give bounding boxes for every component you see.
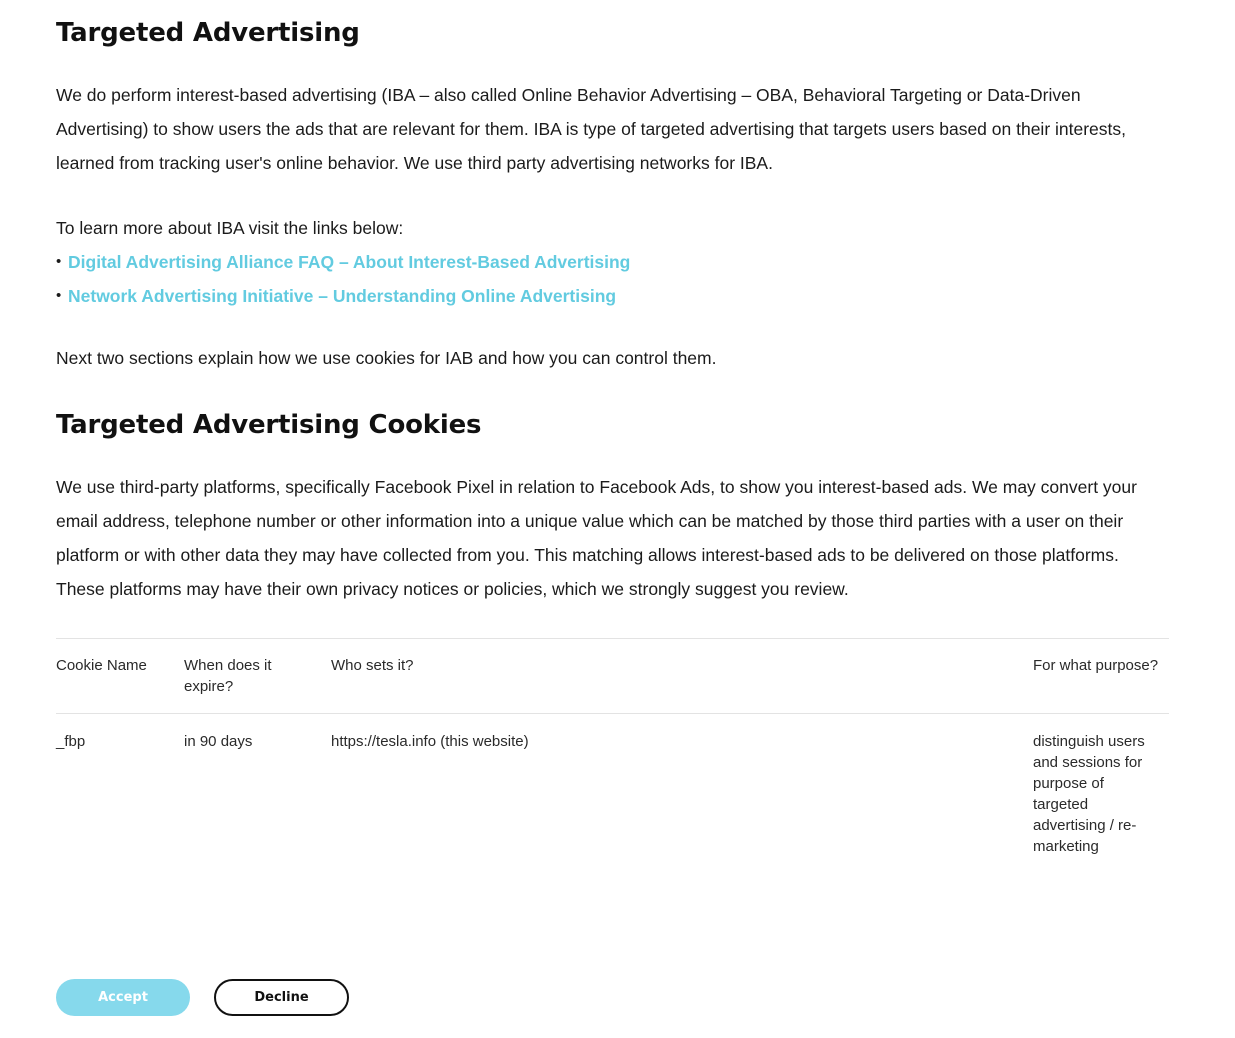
spacer (56, 180, 1179, 211)
cell-cookie-name: _fbp (56, 733, 86, 750)
table-row (56, 714, 1169, 874)
cell-who-sets-it: https://tesla.info (this website) (331, 733, 529, 750)
accept-button[interactable]: Accept (56, 979, 190, 1016)
next-sections-note: Next two sections explain how we use cookies for IAB and how you can control them. (56, 348, 717, 368)
link-dal-faq[interactable]: Digital Advertising Alliance FAQ – About Interest-Based Advertising (68, 252, 631, 272)
column-header-who-sets-it: Who sets it? (331, 657, 414, 674)
spacer (56, 440, 1179, 470)
table-body (56, 714, 1169, 874)
page-title: Targeted Advertising (56, 18, 360, 48)
learn-more-intro: To learn more about IBA visit the links below: (56, 218, 404, 238)
targeted-advertising-paragraph: We do perform interest-based advertising (IBA – also called Online Behavior Advertising – OBA, Behavioral Targeting or Data-Driven Advertising) to show users the ads that are relevant for them. IBA is type of targeted advertising that targets users based on their interests, learned from tracking user's online behavior. We use third party advertising networks for IBA. (56, 85, 1127, 173)
column-header-purpose: For what purpose? (1033, 657, 1159, 674)
spacer (56, 313, 1179, 341)
list-item (56, 245, 1179, 279)
targeted-advertising-cookies-paragraph: We use third-party platforms, specifically Facebook Pixel in relation to Facebook Ads, to show you interest-based ads. We may convert your email address, telephone number or other information into a unique value which can be matched by those third parties with a user on their platform or with other data they may have collected from you. This matching allows interest-based ads to be delivered on those platforms. These platforms may have their own privacy notices or policies, which we strongly suggest you review. (56, 477, 1137, 599)
decline-button[interactable]: Decline (214, 979, 349, 1016)
table-header (56, 639, 1169, 714)
cookie-consent-banner (56, 979, 349, 1016)
link-nai-understanding[interactable]: Network Advertising Initiative – Understanding Online Advertising (68, 286, 617, 306)
spacer (56, 48, 1179, 78)
cell-expiry: in 90 days (184, 733, 253, 750)
cookie-table (56, 638, 1169, 873)
section-title-targeted-advertising-cookies: Targeted Advertising Cookies (56, 410, 482, 440)
column-header-expiry: When does it expire? (184, 657, 272, 695)
column-header-cookie-name: Cookie Name (56, 657, 147, 674)
table-header-row (56, 639, 1169, 714)
list-item (56, 279, 1179, 313)
cell-purpose: distinguish users and sessions for purpose of targeted advertising / re-marketing (1033, 733, 1145, 855)
iba-link-list (56, 245, 1179, 313)
